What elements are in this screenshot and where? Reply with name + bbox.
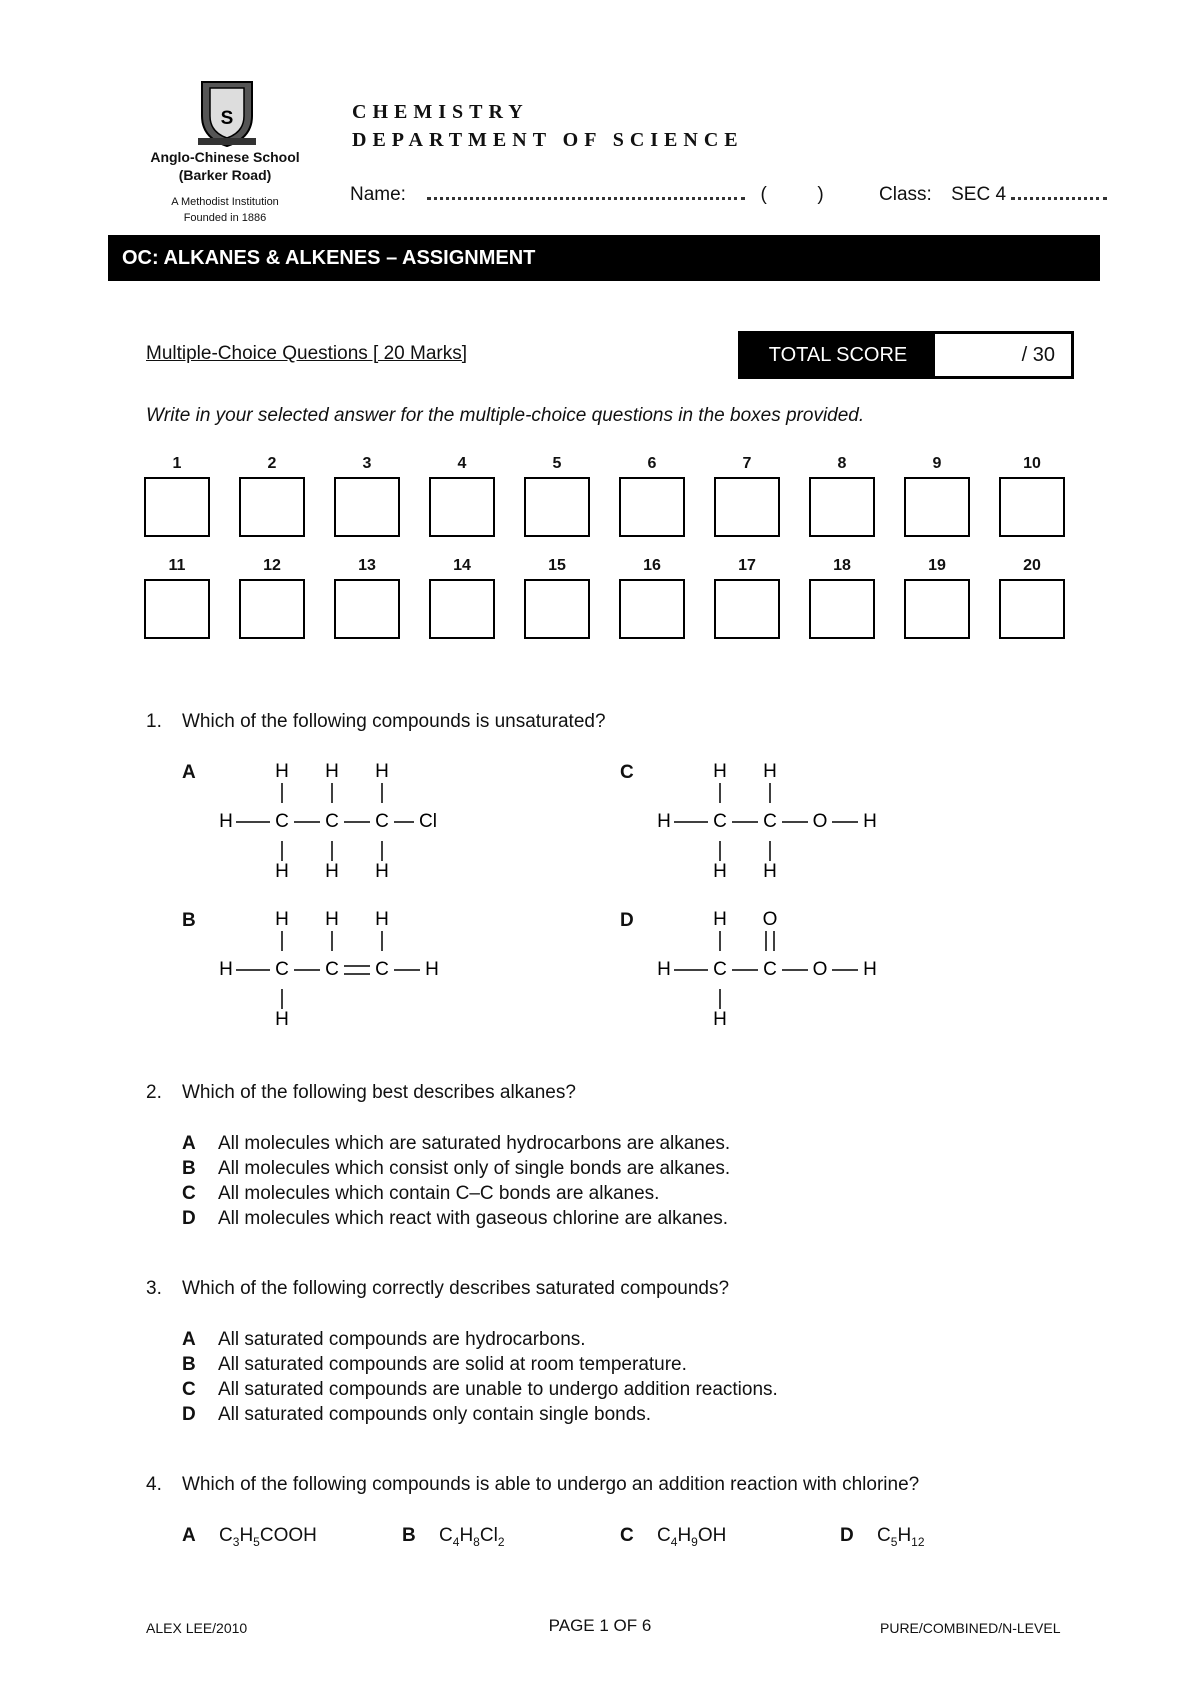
atom-c: C — [375, 811, 389, 833]
option-text: All molecules which consist only of single bonds are alkanes. — [218, 1158, 731, 1179]
option-text: All saturated compounds are solid at room temperature. — [218, 1354, 687, 1375]
box-number: 13 — [358, 557, 376, 574]
box-number: 6 — [647, 455, 657, 472]
option-row — [182, 1327, 778, 1352]
answer-box[interactable] — [429, 579, 495, 639]
department-title: DEPARTMENT OF SCIENCE — [352, 129, 744, 151]
atom-h: H — [763, 761, 777, 783]
question-2 — [146, 1082, 576, 1104]
option-letter: C — [182, 1379, 196, 1400]
atom-h: H — [275, 761, 289, 783]
option-row — [182, 1402, 778, 1427]
box-number: 17 — [738, 557, 756, 574]
atom-h: H — [425, 959, 439, 981]
option-letter: C — [620, 1525, 634, 1546]
option-text: All saturated compounds are unable to undergo addition reactions. — [218, 1379, 778, 1400]
option-formula: $C_5H_{12}$ — [877, 1525, 925, 1549]
answer-cell — [809, 557, 875, 639]
answer-cell — [524, 455, 590, 537]
answer-cell — [334, 455, 400, 537]
answer-cell — [999, 557, 1065, 639]
class-label: Class: — [879, 184, 932, 205]
answer-cell — [714, 455, 780, 537]
atom-c: C — [325, 959, 339, 981]
option-letter: A — [182, 1329, 196, 1350]
atom-h: H — [863, 811, 877, 833]
option-row — [182, 1377, 778, 1402]
box-number: 12 — [263, 557, 281, 574]
answer-cell — [524, 557, 590, 639]
atom-h: H — [219, 959, 233, 981]
option-formula: $C_4H_8Cl_2$ — [439, 1525, 505, 1549]
question-number: 4. — [146, 1474, 162, 1495]
q4-option-a — [182, 1525, 317, 1549]
atom-h: H — [863, 959, 877, 981]
answer-cell — [429, 557, 495, 639]
name-label: Name: — [350, 184, 406, 205]
atom-c: C — [713, 811, 727, 833]
answer-box[interactable] — [809, 579, 875, 639]
atom-c: C — [763, 959, 777, 981]
school-crest-logo — [190, 76, 264, 150]
box-number: 20 — [1023, 557, 1041, 574]
atom-c: C — [713, 959, 727, 981]
atom-h: H — [375, 761, 389, 783]
box-number: 2 — [267, 455, 277, 472]
answer-box[interactable] — [714, 579, 780, 639]
atom-h: H — [713, 1009, 727, 1031]
question-number: 2. — [146, 1082, 162, 1103]
option-letter: D — [182, 1208, 196, 1229]
footer-level: PURE/COMBINED/N-LEVEL — [880, 1620, 1061, 1636]
box-number: 19 — [928, 557, 946, 574]
option-letter: B — [182, 1158, 196, 1179]
answer-box-row-2 — [144, 557, 1066, 639]
q1-option-b-letter: B — [182, 910, 196, 931]
atom-h: H — [219, 811, 233, 833]
answer-box[interactable] — [524, 579, 590, 639]
answer-cell — [619, 455, 685, 537]
box-number: 15 — [548, 557, 566, 574]
option-text: All molecules which react with gaseous chlorine are alkanes. — [218, 1208, 729, 1229]
atom-h: H — [375, 861, 389, 883]
answer-cell — [429, 455, 495, 537]
answer-box[interactable] — [144, 477, 210, 537]
name-class-row — [350, 184, 1107, 206]
q1-structure-a — [210, 752, 450, 892]
question-number: 1. — [146, 711, 162, 732]
name-field[interactable] — [427, 189, 745, 200]
svg-text:S: S — [220, 108, 234, 129]
q4-option-b — [402, 1525, 505, 1549]
option-text: All molecules which are saturated hydrocarbons are alkanes. — [218, 1133, 731, 1154]
box-number: 1 — [172, 455, 182, 472]
q1-option-c-letter: C — [620, 762, 634, 783]
atom-h: H — [325, 909, 339, 931]
box-number: 4 — [457, 455, 467, 472]
answer-cell — [144, 455, 210, 537]
option-text: All saturated compounds are hydrocarbons. — [218, 1329, 586, 1350]
box-number: 3 — [362, 455, 372, 472]
option-letter: A — [182, 1133, 196, 1154]
answer-box[interactable] — [904, 579, 970, 639]
box-number: 16 — [643, 557, 661, 574]
atom-o: O — [812, 959, 828, 981]
answer-box[interactable] — [904, 477, 970, 537]
box-number: 18 — [833, 557, 851, 574]
total-score-label: TOTAL SCORE — [741, 334, 935, 376]
class-value: SEC 4 — [951, 184, 1007, 205]
question-text: Which of the following best describes alkanes? — [182, 1082, 576, 1103]
option-formula: $C_4H_9OH$ — [657, 1525, 727, 1549]
answer-box[interactable] — [239, 477, 305, 537]
answer-cell — [904, 557, 970, 639]
department-heading — [352, 98, 744, 154]
atom-h: H — [713, 761, 727, 783]
option-row — [182, 1206, 730, 1231]
answer-box[interactable] — [714, 477, 780, 537]
school-motto: A Methodist Institution Founded in 1886 — [171, 196, 279, 224]
atom-h: H — [763, 861, 777, 883]
index-open: ( — [760, 184, 767, 205]
option-row — [182, 1352, 778, 1377]
answer-box[interactable] — [619, 477, 685, 537]
subject-title: CHEMISTRY — [352, 101, 529, 123]
index-close: ) — [817, 184, 824, 205]
option-row — [182, 1131, 730, 1156]
q4-option-d — [840, 1525, 925, 1549]
option-letter: B — [402, 1525, 416, 1546]
question-text: Which of the following correctly describes saturated compounds? — [182, 1278, 730, 1299]
atom-h: H — [657, 959, 671, 981]
option-letter: D — [840, 1525, 854, 1546]
question-1 — [146, 711, 606, 733]
option-text: All molecules which contain C–C bonds are alkanes. — [218, 1183, 660, 1204]
option-formula: $C_3H_5COOH$ — [219, 1525, 317, 1549]
answer-box[interactable] — [334, 477, 400, 537]
atom-h: H — [325, 761, 339, 783]
atom-h: H — [375, 909, 389, 931]
assignment-banner — [108, 235, 1100, 281]
question-text: Which of the following compounds is unsaturated? — [182, 711, 606, 732]
q2-options — [182, 1131, 730, 1231]
footer-page-number: PAGE 1 OF 6 — [548, 1616, 652, 1635]
q1-structure-c — [648, 752, 888, 892]
mcq-instruction: Write in your selected answer for the multiple-choice questions in the boxes provided. — [146, 405, 865, 426]
option-letter: A — [182, 1525, 196, 1546]
answer-box[interactable] — [239, 579, 305, 639]
atom-c: C — [325, 811, 339, 833]
atom-cl: Cl — [419, 811, 437, 833]
total-score-box — [738, 331, 1074, 379]
option-letter: D — [182, 1404, 196, 1425]
atom-c: C — [763, 811, 777, 833]
option-row — [182, 1156, 730, 1181]
answer-box[interactable] — [619, 579, 685, 639]
atom-h: H — [325, 861, 339, 883]
question-3 — [146, 1278, 729, 1300]
answer-cell — [809, 455, 875, 537]
atom-c: C — [275, 811, 289, 833]
question-4 — [146, 1474, 919, 1496]
answer-cell — [904, 455, 970, 537]
class-field[interactable] — [1011, 189, 1107, 200]
option-letter: B — [182, 1354, 196, 1375]
q3-options — [182, 1327, 778, 1427]
assignment-title: OC: ALKANES & ALKENES – ASSIGNMENT — [122, 247, 536, 269]
option-letter: C — [182, 1183, 196, 1204]
box-number: 11 — [168, 557, 186, 574]
atom-o: O — [762, 909, 778, 931]
atom-c: C — [275, 959, 289, 981]
box-number: 7 — [742, 455, 752, 472]
answer-box[interactable] — [999, 579, 1065, 639]
answer-box-row-1 — [144, 455, 1066, 537]
box-number: 10 — [1023, 455, 1041, 472]
atom-h: H — [275, 909, 289, 931]
box-number: 14 — [453, 557, 471, 574]
question-text: Which of the following compounds is able to undergo an addition reaction with chlorine? — [182, 1474, 920, 1495]
question-number: 3. — [146, 1278, 162, 1299]
box-number: 5 — [552, 455, 562, 472]
school-name: Anglo-Chinese School (Barker Road) — [150, 149, 300, 183]
atom-c: C — [375, 959, 389, 981]
q1-option-a-letter: A — [182, 762, 196, 783]
footer-author: ALEX LEE/2010 — [146, 1620, 248, 1636]
answer-box[interactable] — [999, 477, 1065, 537]
answer-box[interactable] — [524, 477, 590, 537]
answer-box[interactable] — [809, 477, 875, 537]
answer-cell — [334, 557, 400, 639]
atom-h: H — [713, 861, 727, 883]
answer-box[interactable] — [429, 477, 495, 537]
atom-h: H — [275, 861, 289, 883]
atom-o: O — [812, 811, 828, 833]
atom-h: H — [275, 1009, 289, 1031]
option-row — [182, 1181, 730, 1206]
box-number: 8 — [837, 455, 847, 472]
total-score-value[interactable]: / 30 — [1021, 344, 1055, 366]
atom-h: H — [713, 909, 727, 931]
q1-option-d-letter: D — [620, 910, 634, 931]
answer-cell — [239, 455, 305, 537]
q4-option-c — [620, 1525, 726, 1549]
answer-cell — [999, 455, 1065, 537]
option-text: All saturated compounds only contain single bonds. — [218, 1404, 652, 1425]
box-number: 9 — [932, 455, 942, 472]
q1-structure-b — [210, 900, 450, 1040]
q1-structure-d — [648, 900, 888, 1040]
atom-h: H — [657, 811, 671, 833]
answer-box[interactable] — [334, 579, 400, 639]
answer-cell — [144, 557, 210, 639]
mcq-section-title: Multiple-Choice Questions [ 20 Marks] — [146, 343, 468, 364]
answer-cell — [239, 557, 305, 639]
answer-cell — [619, 557, 685, 639]
answer-cell — [714, 557, 780, 639]
answer-box[interactable] — [144, 579, 210, 639]
